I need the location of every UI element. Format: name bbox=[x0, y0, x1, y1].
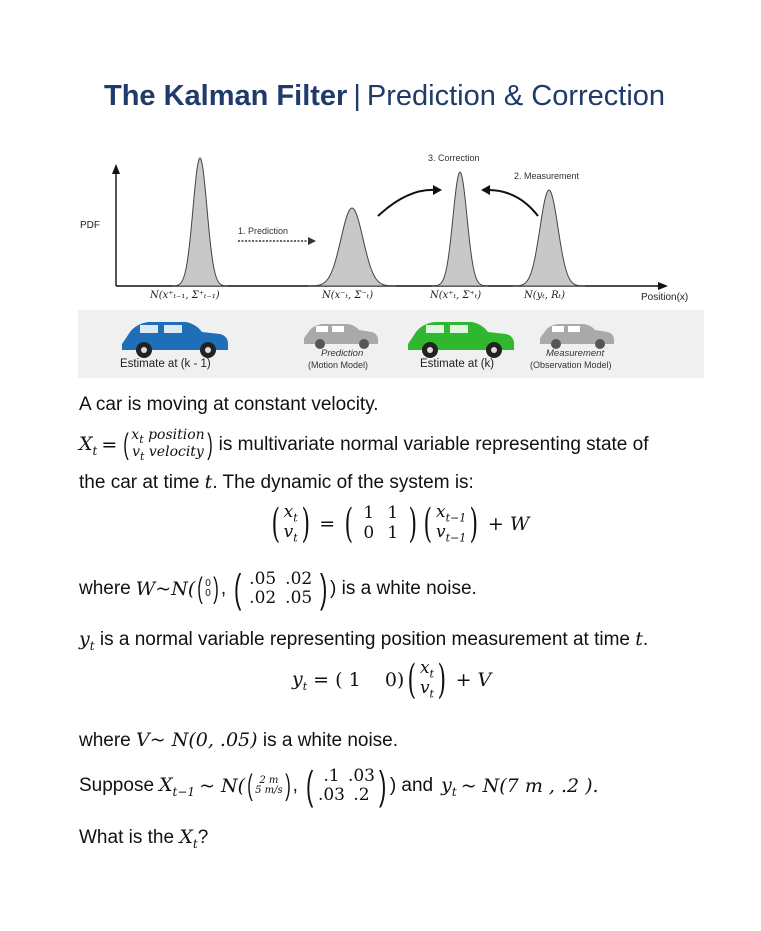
car4-sub: (Observation Model) bbox=[530, 360, 612, 370]
y-axis-arrow bbox=[112, 164, 120, 174]
dist3-label: N(x⁺ₜ, Σ⁺ₜ) bbox=[430, 290, 482, 301]
title-separator: | bbox=[353, 80, 361, 112]
kalman-figure bbox=[78, 148, 704, 378]
title-rest: Prediction & Correction bbox=[366, 80, 666, 112]
measurement-equation: $y_t$ = ( 1 0) ( $x_t$ $v_t$ ) + V bbox=[292, 657, 492, 703]
car2-sub: (Motion Model) bbox=[308, 360, 369, 370]
curve-correction bbox=[432, 172, 488, 286]
state-vector: ( $x_t$ position $v_t$ velocity ) bbox=[123, 427, 213, 464]
state-symbol: $X_t$ bbox=[79, 432, 98, 458]
car2-label: Prediction bbox=[321, 348, 364, 359]
dynamic-equation: ( $x_t$ $v_t$ ) = ( 1 1 0 1 ) ( $x_{t-1}$ $v_{t-1}$ ) + W bbox=[271, 501, 530, 547]
title-bold: The Kalman Filter bbox=[104, 80, 348, 112]
step2-label: 2. Measurement bbox=[514, 171, 580, 181]
axis-label: Position(x) bbox=[641, 292, 689, 303]
line-constant-velocity: A car is moving at constant velocity. bbox=[79, 394, 379, 415]
correction-arrow-right bbox=[488, 190, 538, 216]
car1-label: Estimate at (k - 1) bbox=[120, 358, 211, 370]
measurement-description: $y_t$ is a normal variable representing position measurement at time t. bbox=[79, 628, 649, 653]
state-definition: $X_t$ = ( $x_t$ position $v_t$ velocity ) is multivariate normal variable representing state of bbox=[79, 427, 649, 464]
page-title bbox=[104, 80, 665, 113]
curve-prediction bbox=[308, 208, 396, 286]
correction-arrow-right-head bbox=[481, 185, 490, 195]
step3-label: 3. Correction bbox=[428, 153, 480, 163]
dist1-label: N(x⁺ₜ₋₁, Σ⁺ₜ₋₁) bbox=[150, 290, 220, 301]
suppose-line: Suppose $X_{t-1}$ ~ N( ( 2 m 5 m/s ) , ( .1 .03 .03 .2 ) ) and $y_t$ ~ N(7 m , .2 ). bbox=[79, 764, 599, 808]
dist4-label: N(yₜ, Rₜ) bbox=[524, 290, 566, 301]
x-axis-arrow bbox=[658, 282, 668, 290]
car4-label: Measurement bbox=[546, 348, 605, 359]
line-dynamic: the car at time t. The dynamic of the system is: bbox=[79, 471, 474, 493]
correction-arrow-left bbox=[378, 190, 436, 216]
v-noise-line: where V~ N(0, .05) is a white noise. bbox=[79, 729, 399, 751]
w-noise-line: where W ~N( ( 0 0 ) , ( .05 .02 .02 .05 ) ) is a white noise. bbox=[79, 567, 477, 611]
correction-arrow-left-head bbox=[433, 185, 442, 195]
question-line: What is the $X_t$? bbox=[79, 826, 209, 851]
curve-measurement bbox=[513, 190, 585, 286]
step1-label: 1. Prediction bbox=[238, 226, 289, 236]
pdf-label: PDF bbox=[80, 220, 100, 231]
car3-label: Estimate at (k) bbox=[420, 358, 495, 370]
step1-arrow-head bbox=[308, 237, 316, 245]
dist2-label: N(x⁻ₜ, Σ⁻ₜ) bbox=[322, 290, 374, 301]
curve-prev-estimate bbox=[172, 158, 228, 286]
state-definition-tail: is multivariate normal variable representing state of bbox=[218, 434, 649, 456]
